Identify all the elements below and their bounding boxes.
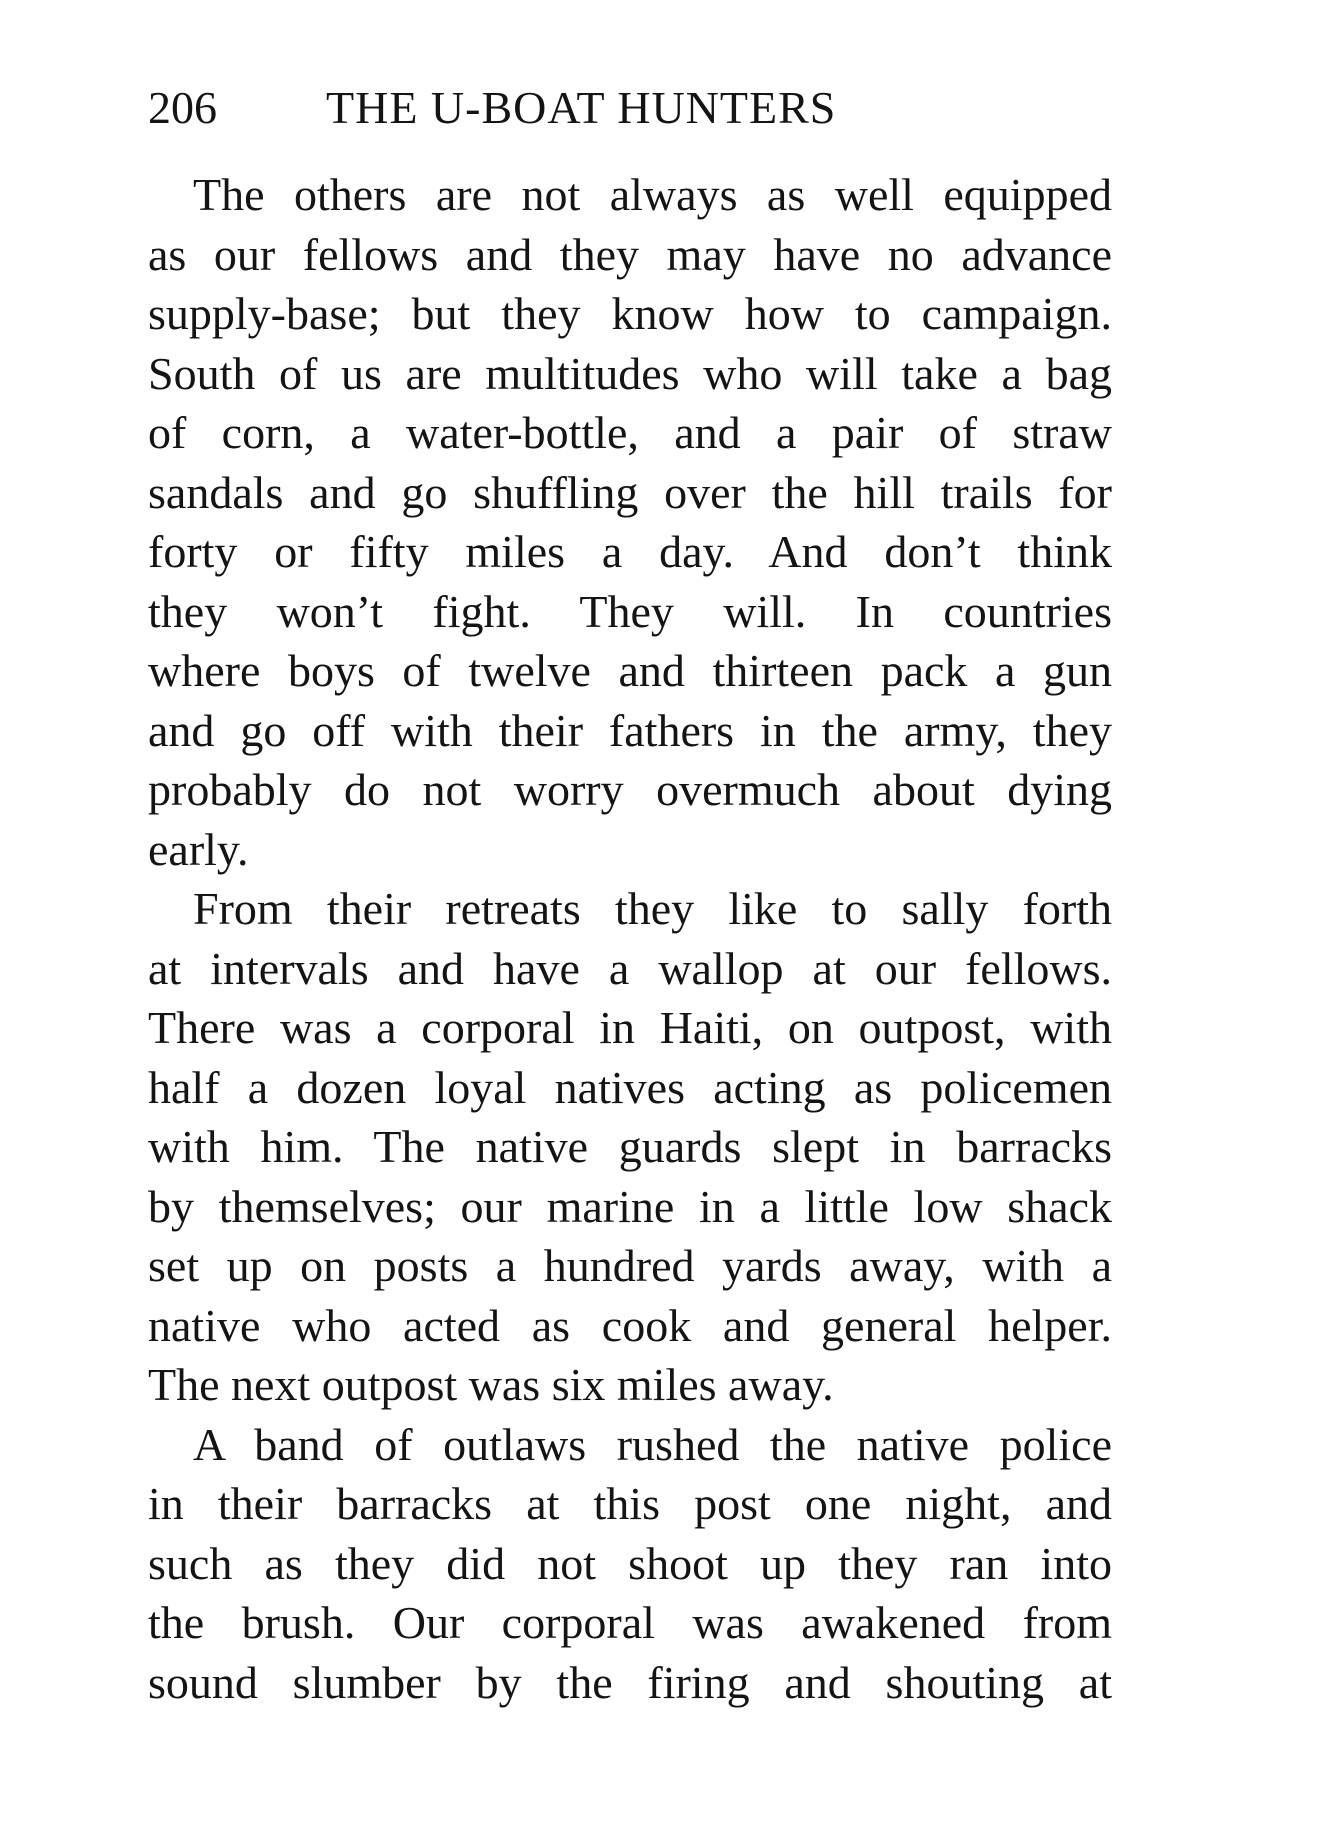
- text-line: with him. The native guards slept in barracks: [148, 1121, 1112, 1172]
- text-line: The next outpost was six miles away.: [148, 1359, 834, 1410]
- text-line: supply-base; but they know how to campaign.: [148, 288, 1112, 339]
- running-head: [148, 78, 1108, 138]
- text-line: sound slumber by the firing and shouting at: [148, 1656, 1112, 1708]
- text-line: where boys of twelve and thirteen pack a gun: [148, 645, 1112, 696]
- text-line: at intervals and have a wallop at our fellows.: [148, 942, 1112, 994]
- body-text: [148, 165, 1112, 1712]
- text-line: From their retreats they like to sally forth: [193, 883, 1112, 934]
- text-line: sandals and go shuffling over the hill trails for: [148, 466, 1112, 518]
- text-line: South of us are multitudes who will take a bag: [148, 347, 1112, 399]
- text-line: early.: [148, 823, 249, 875]
- text-line: the brush. Our corporal was awakened from: [148, 1597, 1112, 1648]
- paragraph-3: [148, 1415, 1112, 1713]
- text-line: they won’t fight. They will. In countries: [148, 585, 1112, 637]
- text-line: as our fellows and they may have no advance: [148, 228, 1112, 280]
- text-line: The others are not always as well equipped: [193, 169, 1112, 220]
- running-title: THE U-BOAT HUNTERS: [326, 82, 837, 133]
- text-line: forty or fifty miles a day. And don’t think: [148, 526, 1112, 577]
- text-line: native who acted as cook and general helper.: [148, 1299, 1112, 1351]
- text-line: half a dozen loyal natives acting as policemen: [148, 1061, 1112, 1113]
- text-line: of corn, a water-bottle, and a pair of straw: [148, 407, 1112, 458]
- text-line: set up on posts a hundred yards away, with a: [148, 1240, 1112, 1291]
- paragraph-1: [148, 165, 1112, 879]
- text-line: such as they did not shoot up they ran into: [148, 1537, 1112, 1589]
- text-line: There was a corporal in Haiti, on outpost, with: [148, 1002, 1112, 1053]
- text-line: by themselves; our marine in a little low shack: [148, 1180, 1112, 1232]
- paragraph-2: [148, 879, 1112, 1415]
- text-line: in their barracks at this post one night, and: [148, 1478, 1112, 1529]
- text-line: A band of outlaws rushed the native police: [193, 1418, 1112, 1470]
- page-number: 206: [148, 82, 217, 133]
- text-line: probably do not worry overmuch about dying: [148, 764, 1112, 815]
- text-line: and go off with their fathers in the army, they: [148, 704, 1112, 756]
